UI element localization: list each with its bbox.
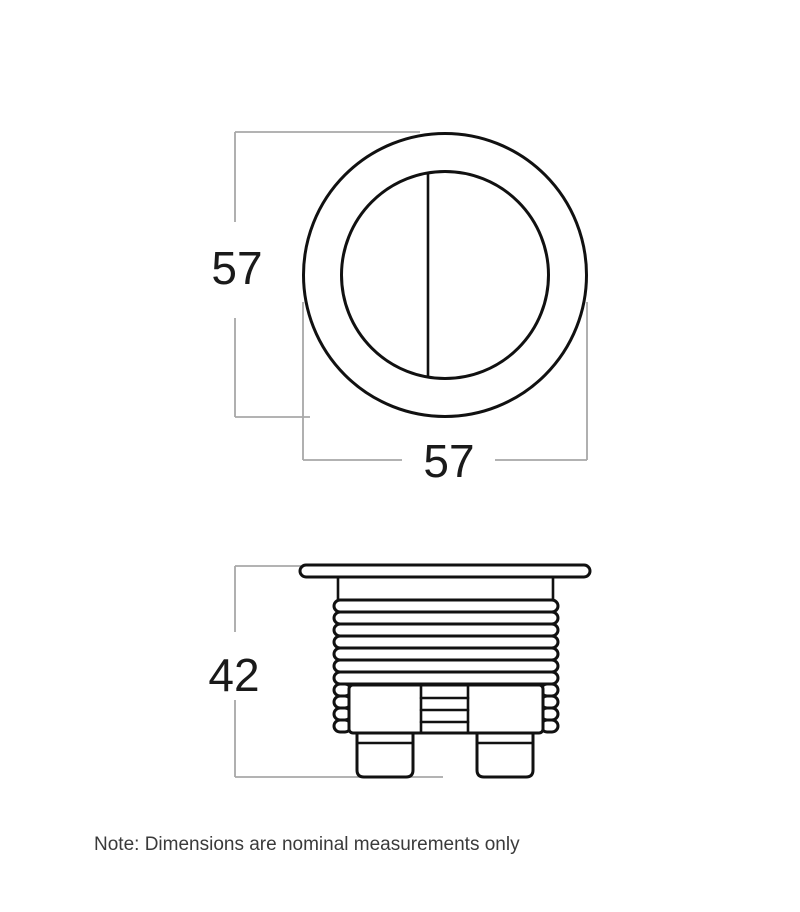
thread-band — [334, 636, 558, 648]
side-view — [208, 565, 590, 777]
right-plunger — [477, 733, 533, 777]
top-view — [211, 132, 587, 487]
thread-band — [334, 648, 558, 660]
left-plunger — [357, 733, 413, 777]
thread-bands — [334, 600, 558, 684]
flange — [300, 565, 590, 577]
note-text: Note: Dimensions are nominal measurements only — [94, 834, 520, 855]
thread-band — [334, 660, 558, 672]
top-view-height-label: 57 — [211, 242, 263, 294]
thread-band — [334, 624, 558, 636]
thread-band — [334, 600, 558, 612]
inner-button-circle — [342, 172, 549, 379]
neck-lines — [338, 577, 553, 602]
thread-band — [334, 672, 558, 684]
top-view-width-label: 57 — [423, 435, 475, 487]
thread-band — [334, 612, 558, 624]
side-view-height-label: 42 — [208, 649, 260, 701]
